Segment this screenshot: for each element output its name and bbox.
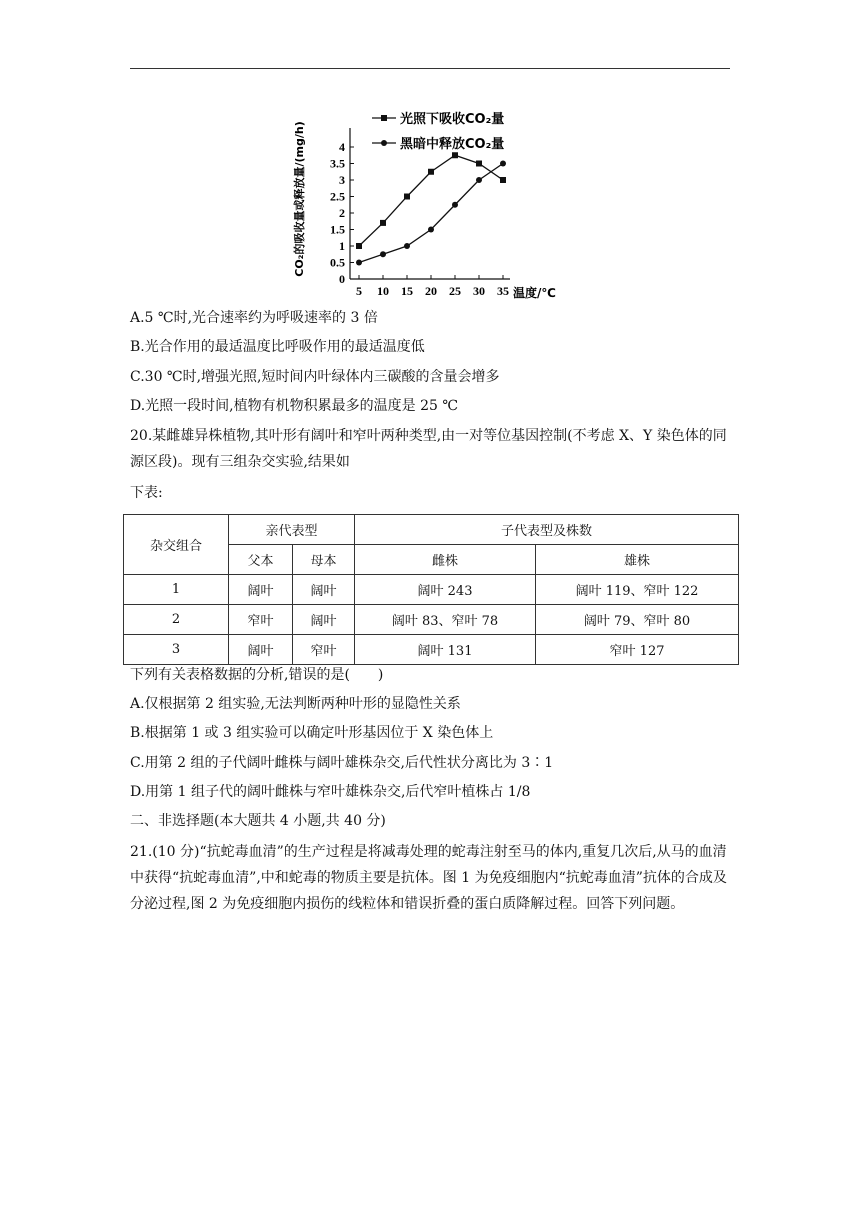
circle-point	[428, 227, 434, 233]
section-heading: 二、非选择题(本大题共 4 小题,共 40 分)	[130, 813, 386, 829]
x-tick-label: 30	[473, 284, 485, 298]
q19-option-b: B.光合作用的最适温度比呼吸作用的最适温度低	[130, 339, 425, 355]
y-tick-label: 0.5	[330, 255, 345, 270]
header-rule	[130, 68, 730, 69]
x-tick-label: 35	[497, 284, 509, 298]
header-parent: 亲代表型	[229, 515, 355, 545]
co2-temperature-chart	[270, 96, 570, 306]
q20-stem: 20.某雌雄异株植物,其叶形有阔叶和窄叶两种类型,由一对等位基因控制(不考虑 X、Y 染色体的同源区段)。现有三组杂交实验,结果如	[130, 428, 727, 470]
legend-circle-marker	[381, 140, 387, 146]
square-point	[356, 243, 362, 249]
square-point	[452, 152, 458, 158]
legend-label: 黑暗中释放CO₂量	[400, 137, 505, 152]
cell-mother: 阔叶	[293, 605, 355, 635]
x-tick-label: 20	[425, 284, 437, 298]
table-row	[124, 605, 739, 635]
header-father: 父本	[229, 545, 293, 575]
chart-svg	[270, 96, 570, 306]
cell-male: 阔叶 79、窄叶 80	[536, 605, 739, 635]
q20-option-c: C.用第 2 组的子代阔叶雌株与阔叶雄株杂交,后代性状分离比为 3∶1	[130, 755, 554, 771]
header-group: 杂交组合	[124, 515, 229, 575]
cell-female: 阔叶 131	[355, 635, 536, 665]
y-tick-label: 3.5	[330, 156, 345, 171]
y-tick-label: 1.5	[330, 222, 345, 237]
q20-question: 下列有关表格数据的分析,错误的是( )	[130, 667, 384, 683]
y-tick-label: 4	[339, 140, 345, 154]
y-tick-label: 0	[339, 272, 345, 286]
circle-point	[356, 260, 362, 266]
x-tick-label: 10	[377, 284, 389, 298]
cell-group: 2	[124, 605, 229, 635]
q20-option-a: A.仅根据第 2 组实验,无法判断两种叶形的显隐性关系	[130, 696, 461, 712]
cross-table	[123, 514, 739, 665]
header-mother: 母本	[293, 545, 355, 575]
cell-female: 阔叶 243	[355, 575, 536, 605]
cell-father: 阔叶	[229, 575, 293, 605]
cell-father: 窄叶	[229, 605, 293, 635]
q20-option-b: B.根据第 1 或 3 组实验可以确定叶形基因位于 X 染色体上	[130, 725, 494, 741]
header-male: 雄株	[536, 545, 739, 575]
table-header-row	[124, 515, 739, 545]
q20-stem-tail: 下表:	[130, 485, 163, 501]
legend-label: 光照下吸收CO₂量	[400, 112, 505, 127]
y-tick-label: 1	[339, 239, 345, 253]
circle-point	[380, 251, 386, 257]
circle-point	[404, 243, 410, 249]
circle-point	[476, 177, 482, 183]
square-point	[500, 177, 506, 183]
table-row	[124, 575, 739, 605]
cell-group: 3	[124, 635, 229, 665]
x-axis-label: 温度/℃	[513, 286, 556, 300]
y-tick-label: 3	[339, 173, 345, 187]
square-point	[380, 220, 386, 226]
cell-father: 阔叶	[229, 635, 293, 665]
cell-mother: 阔叶	[293, 575, 355, 605]
q20-option-d: D.用第 1 组子代的阔叶雌株与窄叶雄株杂交,后代窄叶植株占 1/8	[130, 784, 531, 800]
x-tick-label: 15	[401, 284, 413, 298]
square-point	[404, 194, 410, 200]
q19-option-c: C.30 ℃时,增强光照,短时间内叶绿体内三碳酸的含量会增多	[130, 369, 500, 385]
y-tick-label: 2.5	[330, 189, 345, 204]
cell-male: 阔叶 119、窄叶 122	[536, 575, 739, 605]
circle-point	[500, 161, 506, 167]
square-point	[428, 169, 434, 175]
y-axis-label: CO₂的吸收量或释放量/(mg/h)	[293, 121, 306, 277]
q21-stem: 21.(10 分)“抗蛇毒血清”的生产过程是将减毒处理的蛇毒注射至马的体内,重复几次后,从马的血清中获得“抗蛇毒血清”,中和蛇毒的物质主要是抗体。图 1 为免疫细胞内“抗蛇毒血清”抗体的合成及分泌过程,图 2 为免疫细胞内损伤的线粒体和错误折叠的蛋白质降解过程。回答下列问题。	[130, 844, 727, 912]
x-tick-label: 25	[449, 284, 461, 298]
cell-male: 窄叶 127	[536, 635, 739, 665]
table-row	[124, 635, 739, 665]
cell-mother: 窄叶	[293, 635, 355, 665]
x-tick-label: 5	[356, 284, 362, 298]
legend-square-marker	[381, 115, 387, 121]
cell-female: 阔叶 83、窄叶 78	[355, 605, 536, 635]
square-point	[476, 161, 482, 167]
header-female: 雌株	[355, 545, 536, 575]
q19-option-d: D.光照一段时间,植物有机物积累最多的温度是 25 ℃	[130, 398, 459, 414]
header-offspring: 子代表型及株数	[355, 515, 739, 545]
q19-option-a: A.5 ℃时,光合速率约为呼吸速率的 3 倍	[130, 310, 378, 326]
cell-group: 1	[124, 575, 229, 605]
circle-point	[452, 202, 458, 208]
y-tick-label: 2	[339, 206, 345, 220]
